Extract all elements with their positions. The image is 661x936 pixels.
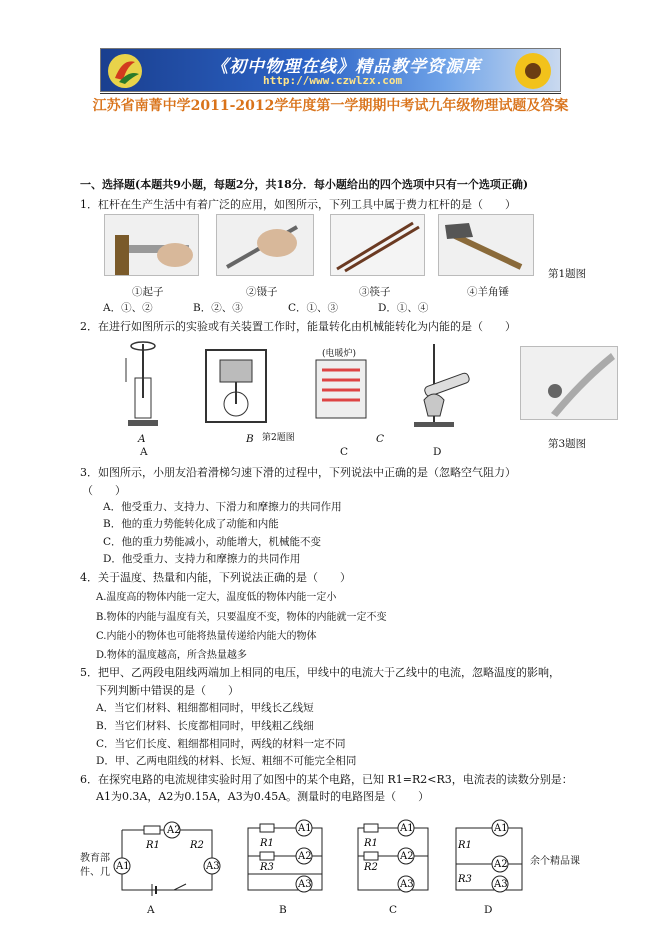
figure-1-label: 第1题图 [548,268,587,280]
meter-b3: A3 [298,879,312,890]
meter-c2: A2 [400,851,414,862]
caption-3: ③筷子 [359,286,391,298]
q5-option-a[interactable]: A．当它们材料、粗细都相同时，甲线长乙线短 [96,702,314,714]
circuit-label-a: A [147,904,155,916]
heater-label: (电暖炉) [322,349,357,359]
question-4-text: 4．关于温度、热量和内能，下列说法正确的是（ ） [80,571,351,584]
meter-a2: A2 [167,825,181,836]
meter-d1: A1 [494,823,508,834]
fig2-label-a: A [140,446,148,458]
q4-option-d[interactable]: D.物体的温度越高，所含热量越多 [96,650,247,661]
fire-syringe-figure [120,338,166,430]
engine-cylinder-figure [200,340,272,432]
circuit-b [238,818,332,896]
bottle-opener-photo [104,214,199,276]
q5-option-b[interactable]: B．当它们材料、长度都相同时，甲线粗乙线细 [96,720,314,732]
question-6-text: 6．在探究电路的电流规律实验时用了如图中的某个电路，已知 R1=R2<R3，电流表的读数分别是： [80,773,573,786]
steam-test-tube-figure [400,338,476,430]
resistor-r2: R2 [190,840,204,851]
meter-b1: A1 [298,823,312,834]
section-heading: 一、选择题(本题共9小题，每题2分，共18分．每小题给出的四个选项中只有一个选项正确) [80,178,529,191]
claw-hammer-photo [438,214,534,276]
q3-option-a[interactable]: A．他受重力、支持力、下滑力和摩擦力的共同作用 [103,501,342,513]
figure-2-label: 第2题图 [262,433,295,443]
circuit-d [450,818,530,896]
resistor-r1: R1 [146,840,160,851]
logo-icon [105,52,145,90]
page-title: 江苏省南菁中学2011-2012学年度第一学期期中考试九年级物理试题及答案 [92,98,569,114]
question-3-text: 3．如图所示，小朋友沿着滑梯匀速下滑的过程中，下列说法中正确的是（忽略空气阻力） [80,466,516,479]
q4-option-c[interactable]: C.内能小的物体也可能将热量传递给内能大的物体 [96,631,317,642]
q1-option-c[interactable]: C．①、③ [288,302,339,314]
chopsticks-icon [331,215,424,275]
q1-option-a[interactable]: A．①、② [103,302,153,314]
fig2-label-c-italic: C [376,433,385,445]
q5-option-c[interactable]: C．当它们长度、粗细都相同时，两线的材料一定不同 [96,738,346,750]
q4-option-a[interactable]: A.温度高的物体内能一定大，温度低的物体内能一定小 [96,592,337,603]
resistor-d-r1: R1 [458,840,472,851]
sunflower-icon [501,49,561,92]
slide-icon [521,347,617,419]
figure-3-label: 第3题图 [548,438,587,450]
circuit-label-c: C [389,904,398,916]
q3-option-d[interactable]: D．他受重力、支持力和摩擦力的共同作用 [103,553,301,565]
meter-a1: A1 [116,861,130,872]
caption-1: ①起子 [132,286,164,298]
question-1-text: 1．杠杆在生产生活中有着广泛的应用，如图所示，下列工具中属于费力杠杆的是（ ） [80,198,516,211]
circuit-c [350,818,436,896]
tweezers-icon [217,215,313,275]
meter-c1: A1 [400,823,414,834]
watermark-left: 教育部件、几 [80,853,110,878]
fig2-label-d: D [433,446,442,458]
meter-b2: A2 [298,851,312,862]
q4-option-b[interactable]: B.物体的内能与温度有关，只要温度不变，物体的内能就一定不变 [96,612,387,623]
fig2-label-a-italic: A [138,433,146,445]
hammer-icon [439,215,533,275]
header-divider [100,93,561,94]
q1-option-d[interactable]: D．①、④ [378,302,429,314]
chopsticks-photo [330,214,425,276]
question-5-text-2: 下列判断中错误的是（ ） [96,684,239,697]
tweezers-photo [216,214,314,276]
resistor-c-r2: R2 [364,862,378,873]
circuit-a [108,818,226,896]
banner-title: 《初中物理在线》精品教学资源库 [211,57,481,77]
question-5-text: 5．把甲、乙两段电阻线两端加上相同的电压，甲线中的电流大于乙线中的电流，忽略温度的影响， [80,666,560,679]
meter-d3: A3 [494,879,508,890]
resistor-b-r3: R3 [260,862,274,873]
q3-option-b[interactable]: B．他的重力势能转化成了动能和内能 [103,518,279,530]
resistor-c-r1: R1 [364,838,378,849]
q5-option-d[interactable]: D．甲、乙两电阻线的材料、长短、粗细不可能完全相同 [96,755,357,767]
bottle-opener-icon [105,215,198,275]
fig2-label-b-italic: B [246,433,254,445]
question-6-text-2: A1为0.3A，A2为0.15A，A3为0.45A。测量时的电路图是（ ） [96,790,430,803]
meter-c3: A3 [400,879,414,890]
watermark-right: 余个精品课 [530,856,580,867]
meter-a3: A3 [206,861,220,872]
question-2-text: 2．在进行如图所示的实验或有关装置工作时，能量转化由机械能转化为内能的是（ ） [80,320,516,333]
header-banner [100,48,561,92]
circuit-label-b: B [279,904,287,916]
meter-d2: A2 [494,859,508,870]
question-3-paren: （ ） [82,484,126,497]
resistor-d-r3: R3 [458,874,472,885]
fig2-label-c: C [340,446,349,458]
q3-option-c[interactable]: C．他的重力势能减小，动能增大，机械能不变 [103,536,322,548]
q1-option-b[interactable]: B．②、③ [193,302,243,314]
caption-4: ④羊角锤 [467,286,509,298]
slide-photo [520,346,618,420]
resistor-b-r1: R1 [260,838,274,849]
electric-heater-figure [312,356,370,426]
banner-url[interactable]: http://www.czwlzx.com [263,74,403,87]
circuit-label-d: D [484,904,493,916]
caption-2: ②镊子 [246,286,278,298]
